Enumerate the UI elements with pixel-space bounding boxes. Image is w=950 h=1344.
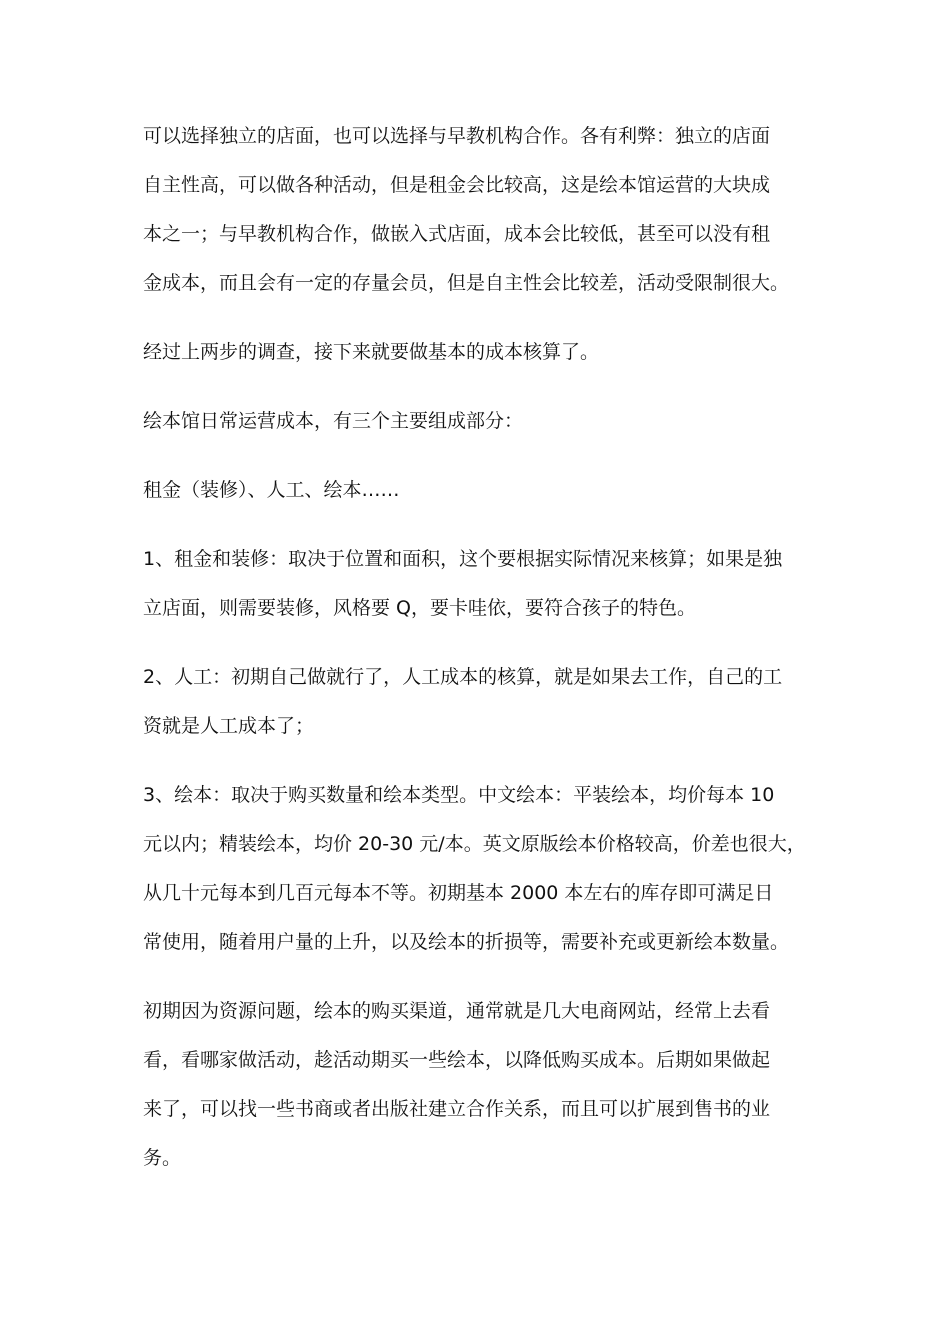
text-line: 常使用，随着用户量的上升，以及绘本的折损等，需要补充或更新绘本数量。 [143, 931, 790, 953]
paragraph-cost-intro [143, 328, 811, 377]
paragraph-cost-components [143, 397, 811, 446]
text-line: 经过上两步的调查，接下来就要做基本的成本核算了。 [143, 341, 600, 363]
paragraph-labor [143, 653, 811, 751]
text-line: 金成本，而且会有一定的存量会员，但是自主性会比较差，活动受限制很大。 [143, 272, 790, 294]
text-line: 3、绘本：取决于购买数量和绘本类型。中文绘本：平装绘本，均价每本 10 [143, 784, 775, 806]
text-line: 来了，可以找一些书商或者出版社建立合作关系，而且可以扩展到售书的业 [143, 1098, 771, 1120]
document-body [143, 112, 811, 1203]
text-line: 初期因为资源问题，绘本的购买渠道，通常就是几大电商网站，经常上去看 [143, 1000, 771, 1022]
text-line: 本之一；与早教机构合作，做嵌入式店面，成本会比较低，甚至可以没有租 [143, 223, 771, 245]
text-line: 务。 [143, 1147, 182, 1169]
paragraph-store-options [143, 112, 811, 308]
text-line: 租金（装修）、人工、绘本…… [143, 479, 400, 501]
text-line: 元以内；精装绘本，均价 20-30 元/本。英文原版绘本价格较高，价差也很大， [143, 833, 806, 855]
text-line: 立店面，则需要装修，风格要 Q，要卡哇依，要符合孩子的特色。 [143, 597, 696, 619]
paragraph-purchase-channels [143, 987, 811, 1183]
text-line: 可以选择独立的店面，也可以选择与早教机构合作。各有利弊：独立的店面 [143, 125, 771, 147]
paragraph-picture-books [143, 771, 811, 967]
text-line: 1、租金和装修：取决于位置和面积，这个要根据实际情况来核算；如果是独 [143, 548, 783, 570]
text-line: 绘本馆日常运营成本，有三个主要组成部分： [143, 410, 524, 432]
paragraph-rent-renovation [143, 535, 811, 633]
text-line: 自主性高，可以做各种活动，但是租金会比较高，这是绘本馆运营的大块成 [143, 174, 771, 196]
text-line: 看，看哪家做活动，趁活动期买一些绘本，以降低购买成本。后期如果做起 [143, 1049, 771, 1071]
text-line: 资就是人工成本了； [143, 715, 315, 737]
paragraph-cost-list [143, 466, 811, 515]
text-line: 从几十元每本到几百元每本不等。初期基本 2000 本左右的库存即可满足日 [143, 882, 774, 904]
text-line: 2、人工：初期自己做就行了，人工成本的核算，就是如果去工作，自己的工 [143, 666, 783, 688]
